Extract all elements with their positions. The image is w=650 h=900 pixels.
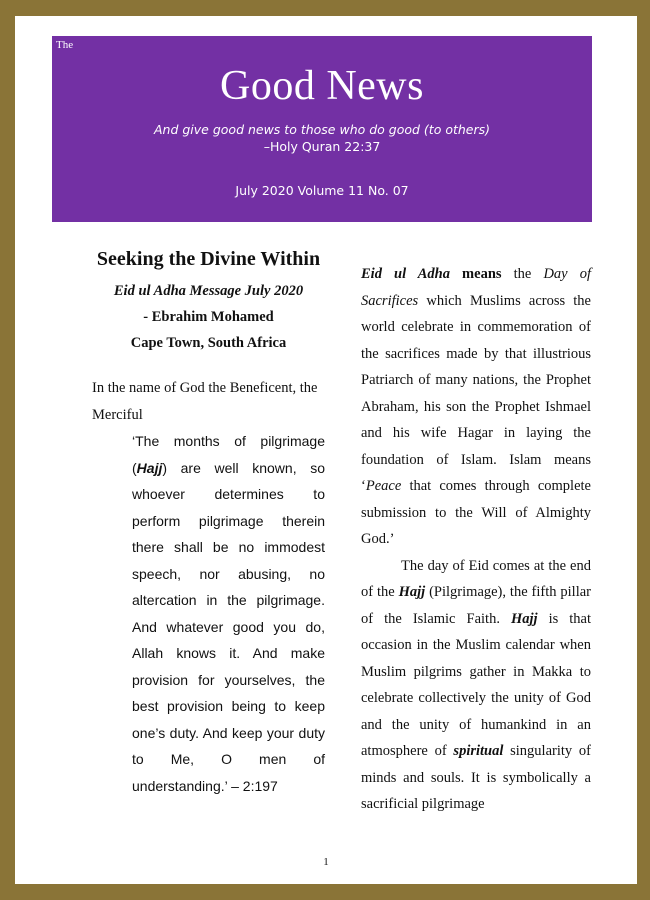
hajj-word-1: Hajj bbox=[398, 584, 426, 600]
masthead-citation: –Holy Quran 22:37 bbox=[263, 139, 381, 154]
article-title: Seeking the Divine Within bbox=[96, 248, 321, 270]
masthead-prefix: The bbox=[56, 39, 74, 51]
invocation: In the name of God the Beneficent, the Merciful bbox=[92, 380, 318, 423]
spiritual-word: spiritual bbox=[453, 743, 504, 759]
left-column bbox=[92, 240, 325, 799]
page-number: 1 bbox=[323, 856, 329, 868]
para2-text3: is that occasion in the Muslim calendar when Muslim pilgrims gather in Makka to celebrate collectively the unity of God and the unity of humankind in an atmosphere of bbox=[361, 610, 592, 759]
peace-word: Peace bbox=[365, 478, 402, 494]
paragraph-day-of-eid bbox=[361, 553, 591, 818]
para1-text1: which Muslims across the world celebrate in commemoration of the sacrifices made by that illustrious Patriarch of many nations, the Prophet Abraham, his son the Prophet Ishmael and his wife Hagar in laying the foundation of Islam. Islam means ‘ bbox=[361, 292, 591, 494]
para1-text2: that comes through complete submission to the Will of Almighty God.’ bbox=[361, 478, 591, 547]
quote-hajj: Hajj bbox=[136, 459, 163, 476]
quran-quote bbox=[132, 428, 325, 799]
hajj-word-2: Hajj bbox=[510, 610, 538, 627]
quote-open: ‘The months of pilgrimage ( bbox=[132, 433, 325, 476]
article-subtitle: Eid ul Adha Message July 2020 bbox=[113, 283, 304, 299]
paragraph-eid-meaning bbox=[361, 261, 591, 553]
masthead bbox=[52, 36, 592, 222]
article-author: - Ebrahim Mohamed bbox=[143, 309, 274, 325]
document-page bbox=[15, 16, 637, 884]
masthead-tagline: And give good news to those who do good (to others) bbox=[153, 122, 491, 137]
article-location: Cape Town, South Africa bbox=[130, 335, 287, 351]
para2-text2: (Pilgrimage), the fifth pillar of the Islamic Faith. bbox=[361, 584, 591, 627]
day-of-sacrifices: Day of Sacrifices bbox=[361, 266, 591, 309]
para2-text4: singularity of minds and souls. It is symbolically a sacrificial pilgrimage bbox=[361, 743, 591, 812]
eid-term: Eid ul Adha bbox=[361, 266, 450, 282]
issue-info: July 2020 Volume 11 No. 07 bbox=[235, 183, 409, 198]
quote-rest: ) are well known, so whoever determines to perform pilgrimage therein there shall be no immodest speech, nor abusing, no altercation in the pilgrimage. And whatever good you do, Allah knows it. And make provision for yourselves, the best provision being to keep one’s duty. And keep your duty to Me, O men of understanding.’ – 2:197 bbox=[132, 459, 325, 794]
newsletter-title: Good News bbox=[220, 63, 424, 109]
means-word: means bbox=[449, 266, 502, 282]
para2-text1: The day of Eid comes at the end of the bbox=[361, 557, 591, 600]
the-word: the bbox=[501, 266, 544, 282]
right-column bbox=[361, 261, 591, 818]
